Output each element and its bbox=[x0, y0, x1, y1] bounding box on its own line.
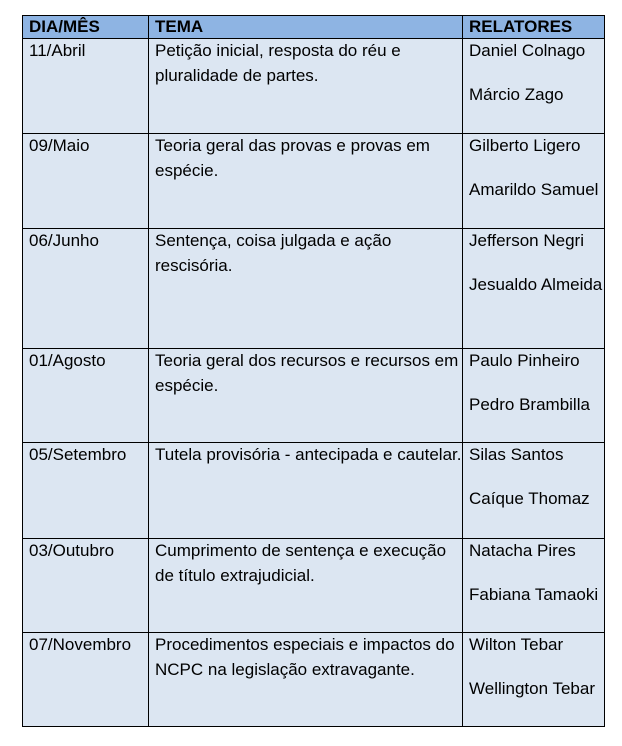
topic-cell: Teoria geral das provas e provas em espécie. bbox=[149, 134, 463, 229]
date-cell: 09/Maio bbox=[23, 134, 149, 229]
header-rapporteurs: RELATORES bbox=[463, 16, 605, 39]
schedule-table bbox=[22, 15, 605, 727]
rapporteur-name: Caíque Thomaz bbox=[469, 488, 590, 508]
rapporteur-name: Fabiana Tamaoki bbox=[469, 584, 599, 604]
table-row bbox=[23, 539, 605, 633]
header-topic: TEMA bbox=[149, 16, 463, 39]
rapporteur-name: Jefferson Negri bbox=[469, 231, 584, 250]
date-cell: 03/Outubro bbox=[23, 539, 149, 633]
rapporteur-name: Silas Santos bbox=[469, 445, 564, 464]
header-row bbox=[23, 16, 605, 39]
topic-cell: Teoria geral dos recursos e recursos em espécie. bbox=[149, 349, 463, 443]
table-row bbox=[23, 349, 605, 443]
rapporteur-name: Paulo Pinheiro bbox=[469, 351, 580, 370]
rapporteurs-cell bbox=[463, 349, 605, 443]
rapporteur-name: Natacha Pires bbox=[469, 541, 576, 560]
rapporteurs-cell bbox=[463, 633, 605, 727]
table-row bbox=[23, 633, 605, 727]
rapporteurs-cell bbox=[463, 443, 605, 539]
date-cell: 05/Setembro bbox=[23, 443, 149, 539]
table-row bbox=[23, 229, 605, 349]
table-row bbox=[23, 39, 605, 134]
topic-cell: Sentença, coisa julgada e ação rescisória. bbox=[149, 229, 463, 349]
table-row bbox=[23, 443, 605, 539]
topic-cell: Procedimentos especiais e impactos do NCPC na legislação extravagante. bbox=[149, 633, 463, 727]
topic-cell: Cumprimento de sentença e execução de título extrajudicial. bbox=[149, 539, 463, 633]
rapporteur-name: Jesualdo Almeida bbox=[469, 274, 603, 294]
rapporteur-name: Wilton Tebar bbox=[469, 635, 564, 654]
date-cell: 06/Junho bbox=[23, 229, 149, 349]
header-date: DIA/MÊS bbox=[23, 16, 149, 39]
rapporteur-name: Daniel Colnago bbox=[469, 41, 586, 60]
table-row bbox=[23, 134, 605, 229]
date-cell: 01/Agosto bbox=[23, 349, 149, 443]
topic-cell: Tutela provisória - antecipada e cautelar. bbox=[149, 443, 463, 539]
rapporteur-name: Amarildo Samuel bbox=[469, 179, 599, 199]
date-cell: 11/Abril bbox=[23, 39, 149, 134]
rapporteur-name: Pedro Brambilla bbox=[469, 394, 590, 414]
rapporteurs-cell bbox=[463, 539, 605, 633]
rapporteur-name: Gilberto Ligero bbox=[469, 136, 581, 155]
rapporteur-name: Wellington Tebar bbox=[469, 678, 596, 698]
rapporteurs-cell bbox=[463, 134, 605, 229]
rapporteur-name: Márcio Zago bbox=[469, 84, 564, 104]
topic-cell: Petição inicial, resposta do réu e pluralidade de partes. bbox=[149, 39, 463, 134]
rapporteurs-cell bbox=[463, 39, 605, 134]
date-cell: 07/Novembro bbox=[23, 633, 149, 727]
rapporteurs-cell bbox=[463, 229, 605, 349]
